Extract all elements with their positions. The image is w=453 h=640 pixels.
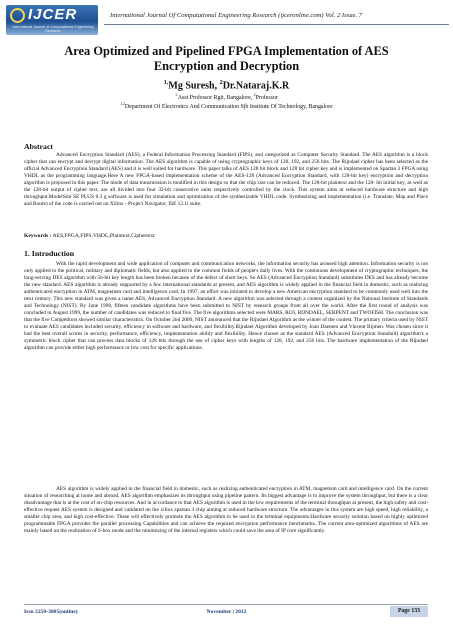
affiliation-1 [40,93,413,101]
logo-text: IJCER [28,6,78,23]
header-divider [104,24,449,25]
aff1-text1: Asst Professor Rgit, Bangalore, [177,94,254,101]
journal-header [0,0,453,38]
abstract-heading: Abstract [24,142,54,151]
author2-name: Dr.Nataraj.K.R [222,80,290,92]
introduction-heading: 1. Introduction [24,249,75,258]
logo-ring-icon [10,8,25,23]
author1-mark: 1, [163,79,169,86]
paper-title: Area Optimized and Pipelined FPGA Implementation of AES Encryption and Decryption [64,44,389,73]
introduction-para-1: With the rapid development and wide application of computer and communication networks, the information security has aroused high attention. Information security is not only applied to the political, military and diplomatic fields, but also applied to the common fields of people's daily lives. With the continuous development of cryptographic techniques, the long-serving DES algorithm with 56-bit key length has been broken because of the defect of short keys. So AES (Advanced Encryption Standard) substitutes DES and has already become the new standard. AES algorithm is already supported by a few international standards at present, and AES algorithm is widely applied in the financial field in domestic, such as realizing authenticated encryption in ATM, magnetism card and intelligence card. In 1997, an effort was initiated to develop a new American encryption standard to be commonly used well into the next century. This new standard was given a name AES, Advanced Encryption Standard. A new algorithm was selected through a contest organized by the National Institute of Standards and Technology (NIST). By June 1998, fifteen candidate algorithms have been submitted to NIST by research groups from all over the world. After the first round of analysis was concluded in August 1999, the number of candidates was reduced to final five. The five algorithms selected were MARS, RC6, RIJNDAEL, SERPENT and TWOFISH. The conclusion was that the five Competitors showed similar characteristics. On October 2nd 2000, NIST announced that the Rijndael Algorithm as the winner of the contest. The primary criteria used by NIST to evaluate AES candidates included security, efficiency in software and hardware, and flexibility.Rijndael Algorithm developed by Joan Daemen and Vincent Rijmen. Was chosen since it had the best overall scores in security, performance, efficiency, implementation ability and flexibility. Hence chosen as the standard AES (Advanced Encryption Standard) algorithm's a symmetric block cipher that can process data blocks of 128 bits through the use of cipher keys with lengths of 128, 192, and 256 bits. The hardware implementation of the Rijndael algorithm can provide either high performance or low cost for specific applications. [24,261,428,351]
author1-name: Mg Suresh, [168,80,220,92]
logo-subtext: International Journal of Computational Engineering Research [12,25,94,33]
aff1-mark1: 1, [175,93,178,97]
footer-divider [24,604,428,605]
affiliation-2 [40,102,413,110]
keywords-line [24,233,428,239]
aff1-mark2: 2 [253,93,256,97]
introduction-para-2: AES algorithm is widely applied in the financial field in domestic, such as realizing authenticated encryption in ATM, magnetism card and intelligence card. On the current situation of researching at home and abroad, AES algorithm emphasizes its throughput using pipeline pattern. Its biggest advantage is to improve the system throughput, but there is a clear disadvantage that is at the cost of on-chip resources. And in accordance to that AES algorithm is used in the low requirements of the terminal throughput at present, the high safety and cost-effective request AES system is designed and validated on the xilinx spartan 3 chip aiming at reduced hardware structure. The advantages in this system are high speed, high reliability, a smaller chip area, and high cost-effective. These will effectively promote the AES algorithm to be used in the terminal equipments.Hardware security solution based on highly optimized programmable FPGA provides the parallel processing Capabilities and can achieve the required encryption performance benchmarks. The current area-optimized algorithms of AES are mainly based on the realization of S-box mode and the minimizing of the internal registers which could save the area of IP core significantly. [24,486,428,534]
aff1-text2: Professor [255,94,278,101]
journal-title: International Journal Of Computational Engineering Research (ijceronline.com) Vol. 2 Issue. 7 [110,12,363,19]
author-line [40,79,413,91]
journal-logo [6,5,98,35]
footer-date: November | 2012 [206,609,247,615]
aff2-mark: 1,2 [120,102,125,106]
footer-issn: Issn 2250-3005(online) [24,609,78,615]
abstract-text: Advanced Encryption Standard (AES), a Federal Information Processing Standard (FIPS), and categorized as Computer Security Standard. The AES algorithm is a block cipher that can encrypt and decrypt digital information. The AES algorithm is capable of using cryptographic keys of 128, 192, and 256 bits. The Rijndael cipher has been selected as the official Advanced Encryption Standard (AES) and it is well suited for hardware. This paper talks of AES 128 bit block and 128 bit cipher key and is implemented on Spartan 3 FPGA using VHDL as the programming language.Here A new FPGA-based implementation scheme of the AES-128 (Advanced Encryption Standard, with 128-bit key) encryption and decryption algorithm is proposed in this paper. The mode of data transmission is modified in this design so that the chip size can be reduced. The 128-bit plaintext and the 128- bit initial key, as well as the 128-bit output of cipher text, are all divided into four 32-bit consecutive units respectively controlled by the clock. This system aims at reduced hardware structure and high throughput.ModelSim SE PLUS 6.3 g software is used for simulation and optimization of the synthesizable VHDL code. Synthesizing and implementation (i.e. Translate, Map and Place and Route) of the code is carried out on Xilinx - Project Navigator, ISE 12.1i suite. [24,152,428,207]
keywords-label: Keywords : [24,233,52,239]
aff2-text: Department Of Electronics And Communication Sjb Institute Of Technology, Bangalore [124,103,333,110]
keywords-text: AES,FPGA,FIPS,VHDL,Plaintext,Ciphertext [51,233,155,239]
author2-mark: 2 [219,79,223,86]
footer-page-number: Page 133 [390,606,428,617]
